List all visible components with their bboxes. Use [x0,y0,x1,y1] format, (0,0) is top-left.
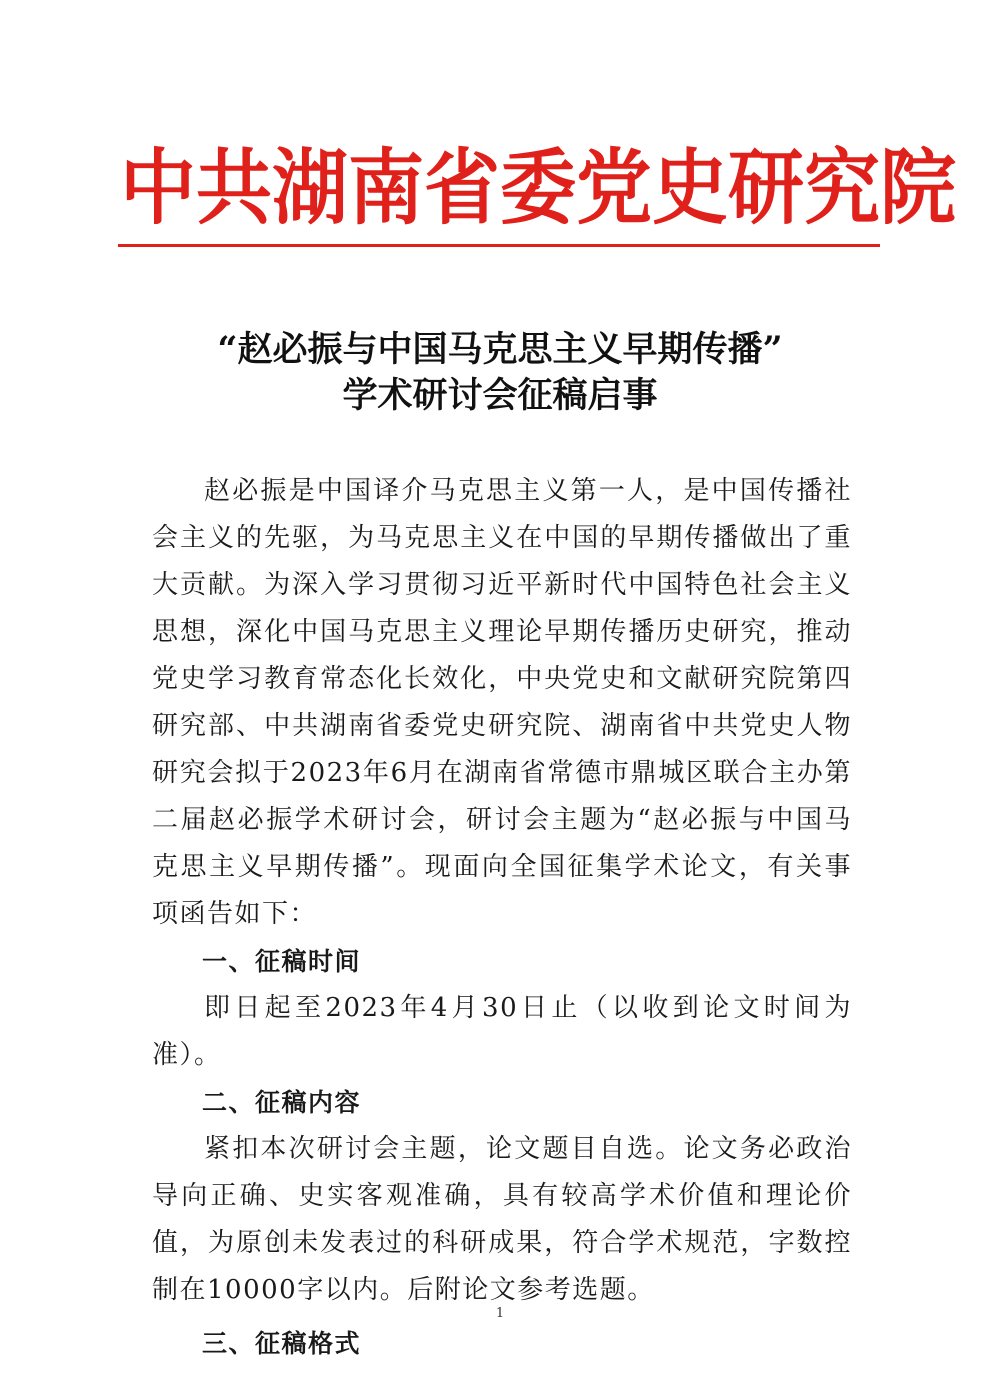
document-title-line-1: “赵必振与中国马克思主义早期传播” [217,329,783,370]
letterhead-red-rule [118,244,880,247]
intro-paragraph: 赵必振是中国译介马克思主义第一人，是中国传播社会主义的先驱，为马克思主义在中国的早期传播做出了重大贡献。为深入学习贯彻习近平新时代中国特色社会主义思想，深化中国马克思主义理论早期传播历史研究，推动党史学习教育常态化长效化，中央党史和文献研究院第四研究部、中共湖南省委党史研究院、湖南省中共党史人物研究会拟于2023年6月在湖南省常德市鼎城区联合主办第二届赵必振学术研讨会，研讨会主题为“赵必振与中国马克思主义早期传播”。现面向全国征集学术论文，有关事项函告如下： [152,476,852,929]
document-body [152,468,852,1367]
section-heading-submission-format: 三、征稿格式 [202,1329,362,1358]
page-number: 1 [495,1306,505,1321]
letterhead-org-name: 中共湖南省委党史研究院 [120,139,956,236]
section-heading-submission-time: 一、征稿时间 [202,947,362,976]
section-heading-submission-content: 二、征稿内容 [202,1088,362,1117]
section-content-submission-time: 即日起至2023年4月30日止（以收到论文时间为准）。 [152,993,852,1070]
section-content-submission-content: 紧扣本次研讨会主题，论文题目自选。论文务必政治导向正确、史实客观准确，具有较高学术价值和理论价值，为原创未发表过的科研成果，符合学术规范，字数控制在10000字以内。后附论文参考选题。 [152,1134,852,1305]
document-title-line-2: 学术研讨会征稿启事 [342,375,658,416]
